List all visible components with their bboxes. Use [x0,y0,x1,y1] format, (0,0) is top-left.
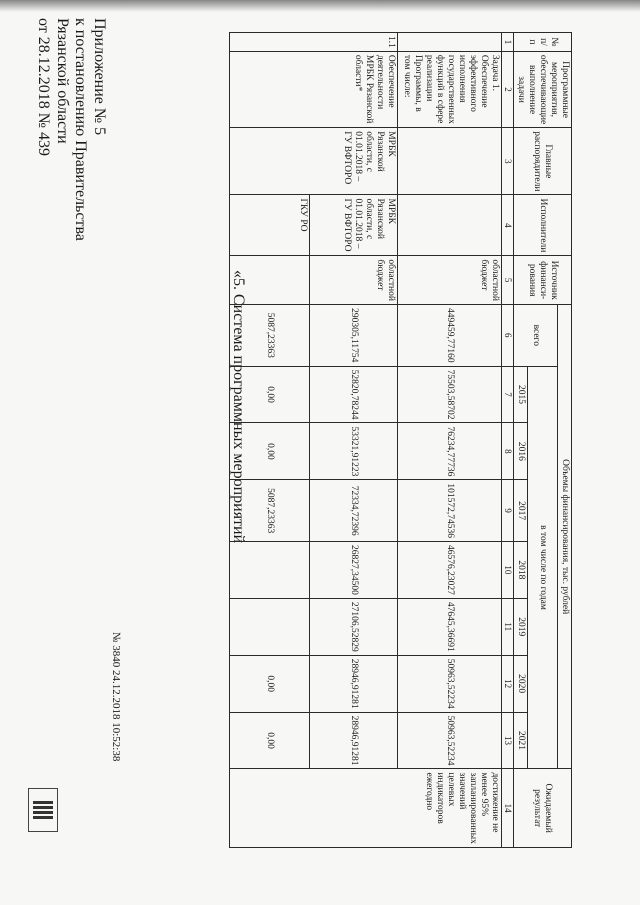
row-manager [398,128,502,195]
row-measure: Обеспечение деятельности МРБК Рязанской области* [230,51,398,127]
row-value [230,598,310,655]
header-year: 2020 [514,655,528,712]
header-year: 2021 [514,712,528,769]
column-index: 4 [502,195,514,256]
header-year: 2015 [514,366,528,423]
column-index: 11 [502,598,514,655]
row-source: областной бюджет [398,256,502,305]
header-num: № п/п [514,33,572,52]
row-manager: МРБК Рязанской области, с 01.01.2018 – ГУ ВФТОРО [230,128,398,195]
row-value: 52820,78244 [310,366,398,423]
row-value: 50963,52234 [398,655,502,712]
row-value: 72334,72396 [310,480,398,542]
row-total: 5087,23363 [230,304,310,366]
header-line: Приложение № 5 [91,18,108,136]
column-index: 1 [502,33,514,52]
column-index: 12 [502,655,514,712]
row-value: 76234,77736 [398,423,502,480]
row-source: областной бюджет [310,256,398,305]
row-value: 50963,52234 [398,712,502,769]
header-line: от 28.12.2018 № 439 [35,18,53,157]
header-executors: Исполнители [514,195,572,256]
row-value: 5087,23363 [230,480,310,542]
header-year: 2018 [514,541,528,598]
row-value: 26827,34500 [310,541,398,598]
row-value: 28946,91281 [310,655,398,712]
header-line: к постановлению Правительства [72,18,90,241]
header-managers: Главные распорядители [514,128,572,195]
row-value: 53321,91223 [310,423,398,480]
column-index: 3 [502,128,514,195]
header-year: 2016 [514,423,528,480]
row-num: 1.1 [230,33,398,52]
row-value: 0,00 [230,423,310,480]
column-index: 10 [502,541,514,598]
header-source: Источник финанси-рования [514,256,572,305]
appendix-header [0,18,108,241]
column-index: 8 [502,423,514,480]
row-value: 75503,58702 [398,366,502,423]
row-executor [398,195,502,256]
header-result: Ожидаемый результат [514,769,572,847]
row-value: 46576,23027 [398,541,502,598]
registration-stamp: № 3840 24.12.2018 10:52:38 [110,632,122,762]
header-total: всего [514,304,558,366]
header-line: Рязанской области [54,18,71,144]
row-value: 101572,74536 [398,480,502,542]
measures-table-wrap [229,32,572,848]
header-year: 2019 [514,598,528,655]
row-measure: Задача 1. Обеспечение эффективного исполнения государственных функций в сфере реализации Программы, в том числе: [398,51,502,127]
table-row [310,33,398,848]
column-index: 2 [502,51,514,127]
scan-edge [0,0,640,12]
row-result: достижение не менее 95% запланированных значений целевых индикаторов ежегодно [230,769,502,847]
table-row [398,33,502,848]
header-measures: Программные мероприятия, обеспечивающие выполнение задачи [514,51,572,127]
column-index: 7 [502,366,514,423]
row-value: 0,00 [230,712,310,769]
row-value: 28946,91281 [310,712,398,769]
row-executor: МРБК Рязанской области, с 01.01.2018 – ГУ ВФТОРО [310,195,398,256]
column-index: 14 [502,769,514,847]
row-num [398,33,502,52]
stamp-logo-icon [28,788,58,832]
column-index: 13 [502,712,514,769]
row-source [230,256,310,305]
row-value: 27106,52829 [310,598,398,655]
measures-table [229,32,572,848]
row-total: 290305,11754 [310,304,398,366]
row-value [230,541,310,598]
row-total: 449459,77160 [398,304,502,366]
column-index: 9 [502,480,514,542]
row-value: 0,00 [230,655,310,712]
header-volumes: Объемы финансирования, тыс. рублей [558,304,572,769]
section-title: «5. Система программных мероприятий [230,270,247,544]
row-value: 0,00 [230,366,310,423]
header-year: 2017 [514,480,528,542]
column-index: 5 [502,256,514,305]
column-index: 6 [502,304,514,366]
row-value: 47645,36691 [398,598,502,655]
header-by-year: в том числе по годам [528,366,558,769]
row-executor: ГКУ РО [230,195,310,256]
